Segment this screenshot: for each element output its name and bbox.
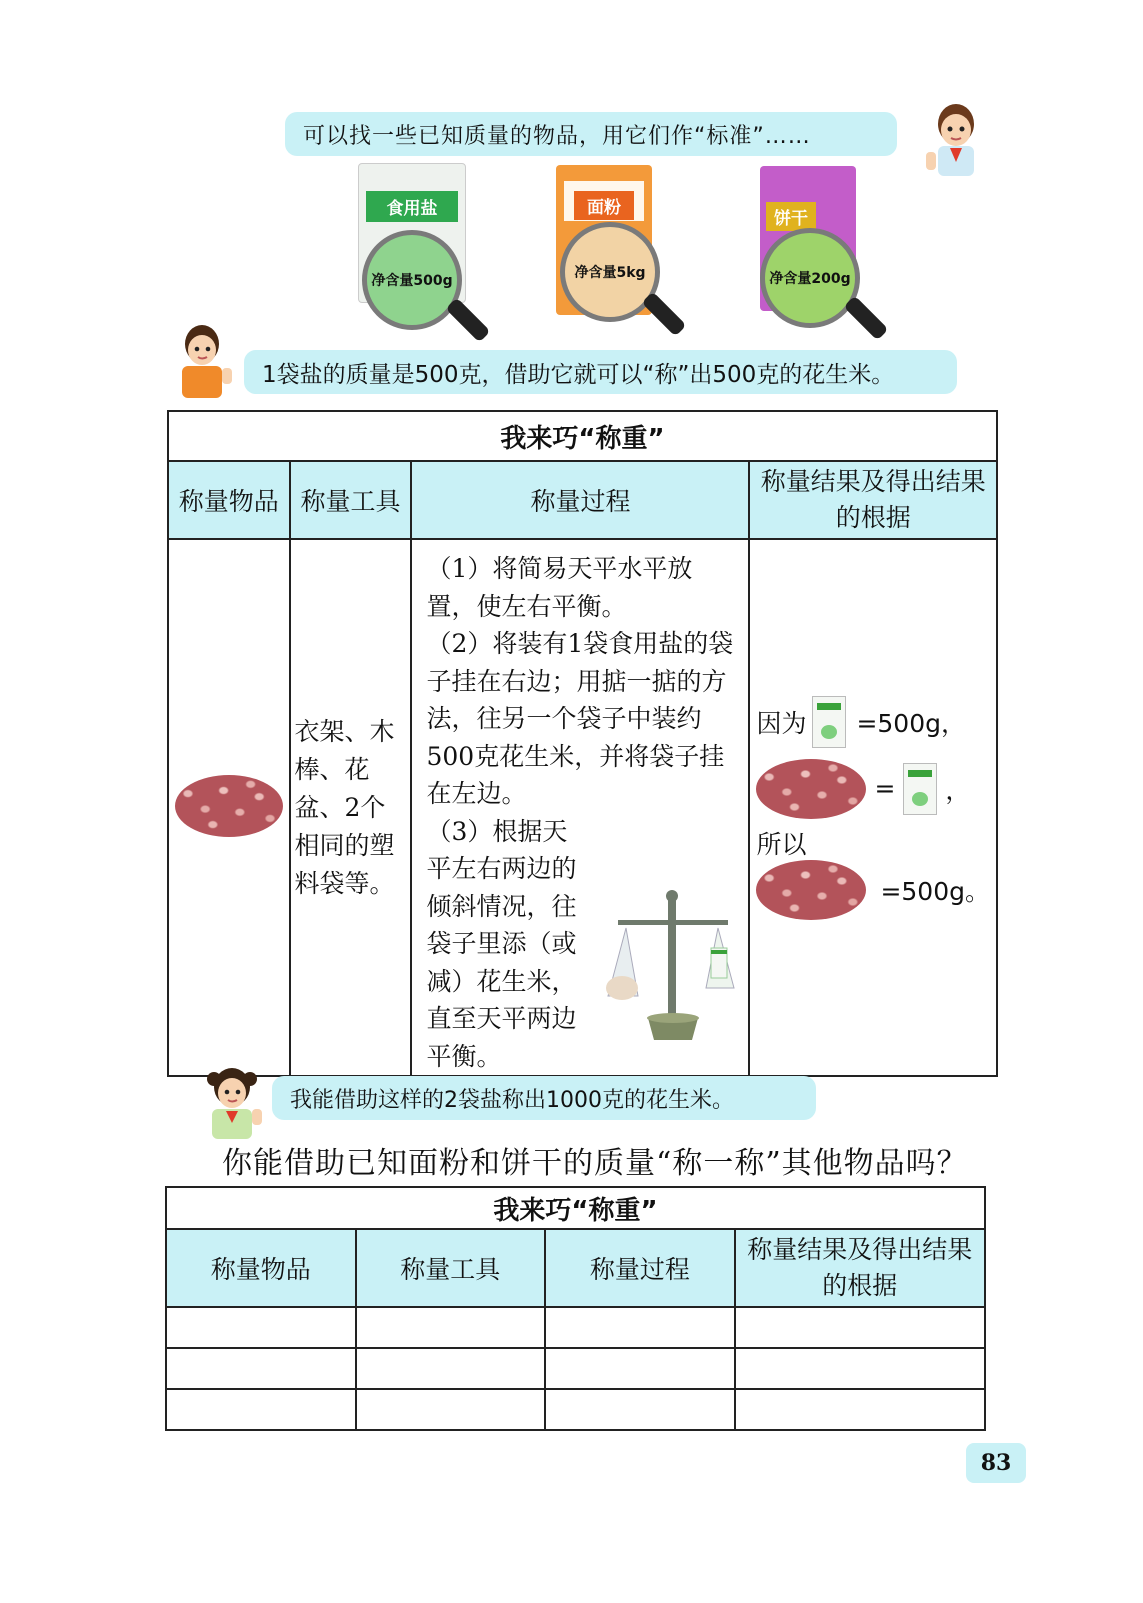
answer-cell-result[interactable]: [735, 1348, 985, 1389]
answer-cell-tools[interactable]: [356, 1348, 546, 1389]
header-process: 称量过程: [545, 1229, 735, 1307]
bubble-text: 1袋盐的质量是500克，借助它就可以“称”出500克的花生米。: [262, 361, 895, 388]
weighing-table-exercise: [165, 1186, 986, 1431]
final-result: =500g。: [880, 876, 990, 906]
girl-avatar: [200, 1065, 268, 1141]
step-2: （2）将装有1袋食用盐的袋子挂在右边；用掂一掂的方法，往另一个袋子中装约500克花生米，并将袋子挂在左边。: [426, 629, 734, 808]
speech-bubble-two-bags: [272, 1076, 816, 1120]
salt-bag-icon: [812, 696, 846, 748]
salt-brand: 食用盐: [366, 191, 458, 222]
answer-cell-result[interactable]: [735, 1307, 985, 1348]
step-3: （3）根据天平左右两边的倾斜情况，往袋子里添（或减）花生米，直至天平两边平衡。: [426, 816, 577, 1071]
because-label: 因为: [756, 708, 807, 738]
magnifier-handle: [445, 297, 490, 342]
peanuts-image: [175, 775, 283, 837]
table-title: 我来巧“称重”: [168, 411, 997, 461]
answer-cell-result[interactable]: [735, 1389, 985, 1430]
boy-avatar: [920, 100, 992, 178]
answer-cell-process[interactable]: [545, 1348, 735, 1389]
bubble-text: 我能借助这样的2袋盐称出1000克的花生米。: [290, 1087, 734, 1113]
biscuit-net-weight: 净含量200g: [769, 271, 851, 287]
question-text: 你能借助已知面粉和饼干的质量“称一称”其他物品吗？: [222, 1146, 968, 1181]
header-tools: 称量工具: [356, 1229, 546, 1307]
table-title: 我来巧“称重”: [166, 1187, 985, 1229]
header-result: 称量结果及得出结果的根据: [749, 461, 997, 539]
header-process: 称量过程: [411, 461, 749, 539]
equals-sign: =: [874, 774, 896, 803]
answer-cell-item[interactable]: [166, 1307, 356, 1348]
answer-cell-process[interactable]: [545, 1389, 735, 1430]
bubble-text: 可以找一些已知质量的物品，用它们作“标准”……: [303, 123, 811, 149]
answer-cell-item[interactable]: [166, 1348, 356, 1389]
answer-cell-tools[interactable]: [356, 1389, 546, 1430]
answer-cell-process[interactable]: [545, 1307, 735, 1348]
flour-net-weight: 净含量5kg: [574, 265, 646, 281]
salt-net-weight-lens: [362, 230, 462, 330]
salt-bag-icon: [903, 763, 937, 815]
magnifier-handle: [843, 295, 888, 340]
boy-avatar-left: [170, 322, 238, 400]
header-item: 称量物品: [166, 1229, 356, 1307]
equals-500g: =500g，: [856, 708, 966, 738]
speech-bubble-standard: [285, 112, 897, 156]
header-tools: 称量工具: [290, 461, 412, 539]
comma: ，: [945, 775, 971, 805]
biscuit-net-weight-lens: [760, 228, 860, 328]
biscuit-brand: 饼干: [766, 202, 816, 231]
header-item: 称量物品: [168, 461, 290, 539]
speech-bubble-salt: [244, 350, 957, 394]
answer-cell-item[interactable]: [166, 1389, 356, 1430]
tools-cell: 衣架、木棒、花盆、2个相同的塑料袋等。: [290, 539, 412, 1076]
balance-scale-illustration: [598, 888, 748, 1048]
peanuts-image: [756, 759, 866, 819]
result-cell: [749, 539, 997, 1076]
flour-brand: 面粉: [574, 191, 634, 220]
header-result: 称量结果及得出结果的根据: [735, 1229, 985, 1307]
page-number: 83: [966, 1443, 1026, 1483]
item-cell: [168, 539, 290, 1076]
process-cell: [411, 539, 749, 1076]
step-1: （1）将简易天平水平放置，使左右平衡。: [426, 554, 693, 621]
peanuts-image: [756, 860, 866, 920]
answer-cell-tools[interactable]: [356, 1307, 546, 1348]
salt-net-weight: 净含量500g: [371, 273, 453, 289]
weighing-table-example: [167, 410, 998, 1077]
so-label: 所以: [756, 829, 807, 859]
